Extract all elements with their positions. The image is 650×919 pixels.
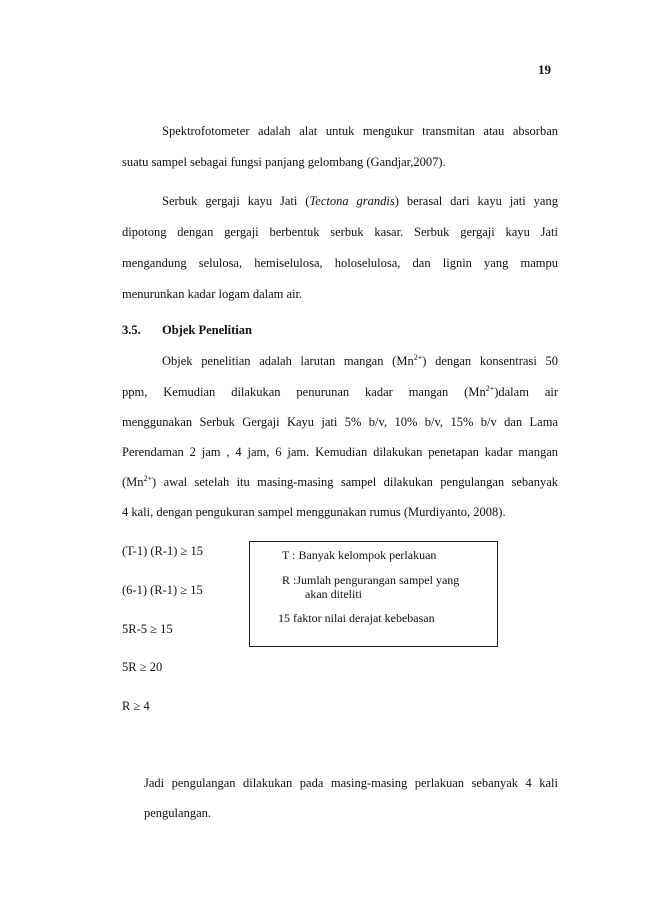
paragraph-3-line-2 <box>122 385 558 400</box>
paragraph-2-text: ) berasal dari kayu jati yang <box>394 194 558 208</box>
formula-line: (6-1) (R-1) ≥ 15 <box>122 583 203 597</box>
charge-superscript: 2+ <box>413 352 423 362</box>
section-title: Objek Penelitian <box>162 323 252 337</box>
section-number: 3.5. <box>122 323 141 337</box>
paragraph-1-line-2: suatu sampel sebagai fungsi panjang gelombang (Gandjar,2007). <box>122 155 446 169</box>
formula-line: R ≥ 4 <box>122 699 150 713</box>
charge-superscript: 2+ <box>143 473 153 483</box>
species-name: Tectona grandis <box>309 194 395 208</box>
note-r-continued: akan diteliti <box>305 587 362 601</box>
paragraph-2-line-1 <box>162 194 558 209</box>
paragraph-3-line-4: Perendaman 2 jam , 4 jam, 6 jam. Kemudian dilakukan penetapan kadar mangan <box>122 445 558 459</box>
formula-line: 5R-5 ≥ 15 <box>122 622 173 636</box>
formula-line: 5R ≥ 20 <box>122 660 163 674</box>
paragraph-3-text: Objek penelitian adalah larutan mangan (Mn <box>162 354 414 368</box>
paragraph-3-text: ) awal setelah itu masing-masing sampel dilakukan pengulangan sebanyak <box>152 475 558 489</box>
paragraph-3-text: ppm, Kemudian dilakukan penurunan kadar mangan (Mn <box>122 385 486 399</box>
paragraph-3-line-3: menggunakan Serbuk Gergaji Kayu jati 5% b/v, 10% b/v, 15% b/v dan Lama <box>122 415 558 429</box>
note-r: R :Jumlah pengurangan sampel yang <box>282 573 460 587</box>
paragraph-2-line-3: mengandung selulosa, hemiselulosa, holoselulosa, dan lignin yang mampu <box>122 256 558 270</box>
paragraph-1-line-1: Spektrofotometer adalah alat untuk mengukur transmitan atau absorban <box>162 124 558 138</box>
page-number: 19 <box>538 62 551 77</box>
paragraph-3-line-1 <box>162 354 558 369</box>
paragraph-3-text: )dalam air <box>494 385 559 399</box>
paragraph-3-line-6: 4 kali, dengan pengukuran sampel menggunakan rumus (Murdiyanto, 2008). <box>122 505 506 519</box>
paragraph-3-text: (Mn <box>122 475 144 489</box>
paragraph-2-text: Serbuk gergaji kayu Jati ( <box>162 194 310 208</box>
paragraph-3-line-5 <box>122 475 558 490</box>
paragraph-2-line-4: menurunkan kadar logam dalam air. <box>122 287 303 301</box>
note-t: T : Banyak kelompok perlakuan <box>282 548 437 562</box>
paragraph-2-line-2: dipotong dengan gergaji berbentuk serbuk kasar. Serbuk gergaji kayu Jati <box>122 225 558 239</box>
closing-line-1: Jadi pengulangan dilakukan pada masing-masing perlakuan sebanyak 4 kali <box>144 776 558 790</box>
formula-line: (T-1) (R-1) ≥ 15 <box>122 544 204 558</box>
note-degrees-of-freedom: 15 faktor nilai derajat kebebasan <box>278 611 435 625</box>
closing-line-2: pengulangan. <box>144 806 211 820</box>
paragraph-3-text: ) dengan konsentrasi 50 <box>422 354 558 368</box>
charge-superscript: 2+ <box>485 383 495 393</box>
